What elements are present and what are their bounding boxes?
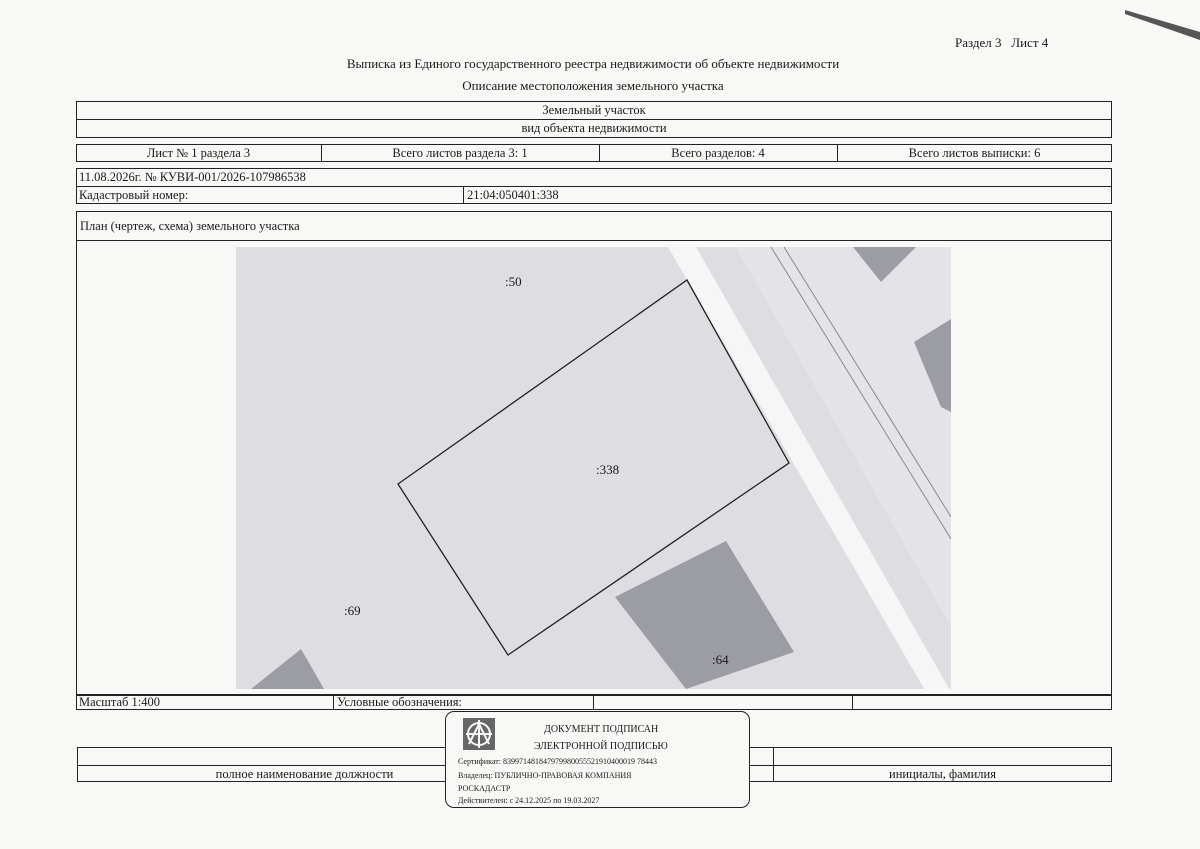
stamp-owner2: РОСКАДАСТР bbox=[458, 784, 511, 793]
document-subtitle: Описание местоположения земельного участка bbox=[462, 78, 724, 93]
doc-id: 11.08.2026г. № КУВИ-001/2026-107986538 bbox=[79, 170, 306, 184]
stamp-line1: ДОКУМЕНТ ПОДПИСАН bbox=[544, 724, 659, 735]
scale-label: Масштаб 1:400 bbox=[79, 695, 160, 709]
scan-artifact bbox=[1125, 8, 1200, 40]
initials-caption: инициалы, фамилия bbox=[889, 767, 996, 781]
stamp-line2: ЭЛЕКТРОННОЙ ПОДПИСЬЮ bbox=[534, 741, 668, 752]
e-signature-stamp bbox=[445, 711, 750, 808]
parcel-label-69: :69 bbox=[344, 603, 361, 618]
stamp-owner: Владелец: ПУБЛИЧНО-ПРАВОВАЯ КОМПАНИЯ bbox=[458, 771, 632, 780]
parcel-label-64: :64 bbox=[712, 652, 729, 667]
sheet-number: Лист № 1 раздела 3 bbox=[146, 146, 251, 160]
total-section-sheets: Всего листов раздела 3: 1 bbox=[392, 146, 528, 160]
parcel-label-338: :338 bbox=[596, 462, 620, 477]
document-title: Выписка из Единого государственного реестра недвижимости об объекте недвижимости bbox=[346, 56, 840, 71]
stamp-valid: Действителен: с 24.12.2025 по 19.03.2027 bbox=[458, 796, 600, 805]
cadastral-number-label: Кадастровый номер: bbox=[79, 188, 189, 202]
object-kind-caption: вид объекта недвижимости bbox=[521, 121, 667, 135]
section-sheet-label: Раздел 3 Лист 4 bbox=[955, 35, 1049, 50]
parcel-338-outline bbox=[236, 247, 951, 689]
total-sections: Всего разделов: 4 bbox=[671, 146, 765, 160]
parcel-label-50: :50 bbox=[505, 274, 522, 289]
legend-label: Условные обозначения: bbox=[337, 695, 463, 709]
total-extract-sheets: Всего листов выписки: 6 bbox=[908, 146, 1041, 160]
object-name: Земельный участок bbox=[542, 103, 646, 117]
position-caption: полное наименование должности bbox=[215, 767, 394, 781]
rosreestr-emblem-icon bbox=[459, 716, 499, 752]
cadastral-number-value: 21:04:050401:338 bbox=[467, 188, 559, 202]
plan-title: План (чертеж, схема) земельного участка bbox=[80, 219, 300, 233]
scale-legend-row bbox=[76, 695, 1112, 710]
stamp-certificate: Сертификат: 839971481847979980055521910400019 78443 bbox=[458, 757, 657, 766]
